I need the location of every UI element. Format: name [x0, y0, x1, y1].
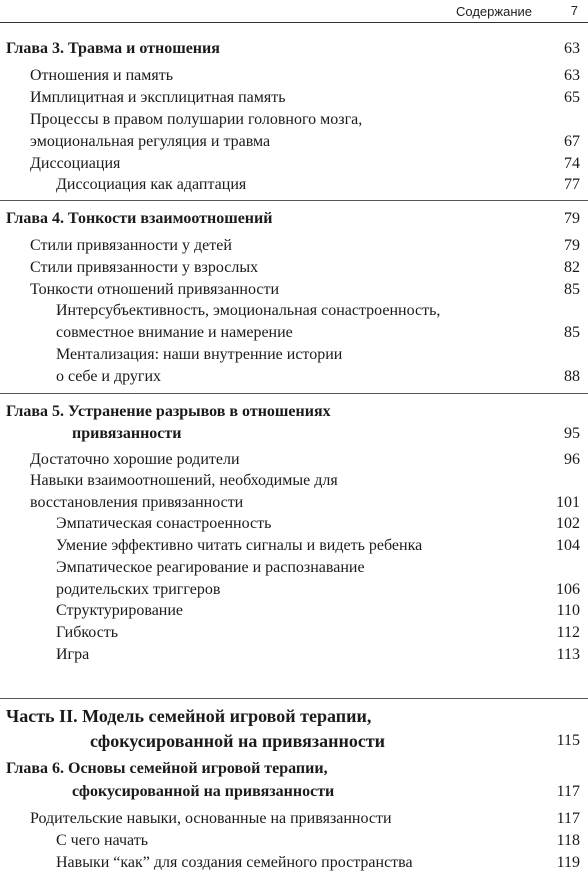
toc-entry-text: Тонкости отношений привязанности — [30, 281, 280, 298]
toc-entry-text: восстановления привязанности — [30, 494, 244, 511]
toc-page-number: 85 — [564, 281, 580, 298]
toc-entry-line — [6, 401, 588, 423]
section-separator — [0, 200, 588, 201]
toc-entry-line — [30, 87, 588, 109]
toc-page-number: 82 — [564, 259, 580, 276]
toc-entry-line — [6, 38, 588, 60]
toc-entry-text: Навыки взаимоотношений, необходимые для — [30, 472, 338, 489]
toc-entry-text: эмоциональная регуляция и травма — [30, 133, 271, 150]
toc-entry-text: Родительские навыки, основанные на привязанности — [30, 810, 392, 827]
toc-entry-text: Часть II. Модель семейной игровой терапии, — [6, 706, 372, 726]
toc-page-number: 79 — [564, 210, 580, 227]
toc-entry-text: Стили привязанности у взрослых — [30, 259, 259, 276]
toc-entry-line — [30, 449, 588, 471]
toc-page-number: 63 — [564, 67, 580, 84]
toc-entry-line — [30, 109, 588, 131]
toc-entry-line — [30, 131, 588, 153]
toc-page-number: 74 — [564, 155, 580, 172]
toc-entry-line — [30, 257, 588, 279]
toc-entry-text: Гибкость — [56, 624, 119, 641]
toc-entry-line — [56, 644, 588, 666]
toc-entry-line — [56, 300, 588, 322]
toc-page-number: 110 — [556, 602, 580, 619]
toc-entry-text: Достаточно хорошие родители — [30, 451, 240, 468]
toc-page-number: 88 — [564, 368, 580, 385]
toc-entry-text: совместное внимание и намерение — [56, 324, 293, 341]
toc-page-number: 106 — [556, 581, 580, 598]
section-separator — [0, 393, 588, 394]
toc-entry-text: Глава 4. Тонкости взаимоотношений — [6, 210, 273, 227]
toc-entry-text: Игра — [56, 646, 90, 663]
toc-entry-text: о себе и других — [56, 368, 162, 385]
toc-entry-line — [30, 492, 588, 514]
toc-page-number: 67 — [564, 133, 580, 150]
toc-entry-text: Глава 3. Травма и отношения — [6, 40, 220, 57]
toc-entry-text: сфокусированной на привязанности — [90, 731, 386, 751]
toc-entry-line — [90, 730, 588, 752]
section-separator — [0, 698, 588, 699]
toc-entry-line — [6, 758, 588, 780]
toc-page-number: 119 — [556, 854, 580, 871]
toc-entry-text: Навыки “как” для создания семейного пространства — [56, 854, 413, 871]
toc-entry-line — [56, 600, 588, 622]
toc-page-number: 85 — [564, 324, 580, 341]
toc-entry-line — [72, 423, 588, 445]
toc-entry-line — [6, 208, 588, 230]
toc-page-number: 96 — [564, 451, 580, 468]
toc-page-number: 117 — [556, 783, 580, 800]
toc-entry-text: Структурирование — [56, 602, 184, 619]
toc-entry-line — [56, 366, 588, 388]
toc-entry-line — [56, 622, 588, 644]
toc-entry-line — [72, 781, 588, 803]
toc-entry-text: Отношения и память — [30, 67, 174, 84]
toc-entry-text: привязанности — [72, 425, 182, 442]
toc-entry-text: Ментализация: наши внутренние истории — [56, 346, 343, 363]
toc-entry-text: Эмпатическое реагирование и распознавание — [56, 559, 365, 576]
toc-entry-text: Умение эффективно читать сигналы и видеть ребенка — [56, 537, 423, 554]
toc-entry-text: Глава 5. Устранение разрывов в отношениях — [6, 403, 331, 420]
toc-entry-line — [30, 153, 588, 175]
toc-entry-line — [56, 174, 588, 196]
toc-entry-line — [30, 65, 588, 87]
toc-entry-line — [30, 279, 588, 301]
toc-page-number: 101 — [556, 494, 580, 511]
toc-page-number: 79 — [564, 237, 580, 254]
toc-page-number: 95 — [564, 425, 580, 442]
toc-entry-line — [56, 579, 588, 601]
toc-entry-text: Диссоциация — [30, 155, 121, 172]
toc-entry-line — [56, 852, 588, 874]
toc-page-number: 117 — [556, 810, 580, 827]
toc-page-number: 102 — [556, 515, 580, 532]
toc-page-number: 104 — [556, 537, 580, 554]
toc-entry-line — [56, 513, 588, 535]
toc-entry-line — [30, 808, 588, 830]
toc-entry-line — [56, 557, 588, 579]
toc-entry-text: Эмпатическая сонастроенность — [56, 515, 272, 532]
toc-page-number: 77 — [564, 176, 580, 193]
toc-entry-text: сфокусированной на привязанности — [72, 783, 335, 800]
toc-page-number: 63 — [564, 40, 580, 57]
toc-entry-line — [30, 235, 588, 257]
toc-entry-text: Процессы в правом полушарии головного мозга, — [30, 111, 363, 128]
toc-page-number: 118 — [556, 832, 580, 849]
toc-entry-text: Имплицитная и эксплицитная память — [30, 89, 286, 106]
toc-page-number: 115 — [556, 732, 580, 749]
toc-entry-line — [56, 322, 588, 344]
toc-entry-text: Интерсубъективность, эмоциональная сонастроенность, — [56, 302, 441, 319]
toc-page-number: 65 — [564, 89, 580, 106]
toc-entry-line — [56, 344, 588, 366]
toc-entry-line — [30, 470, 588, 492]
toc-entry-line — [56, 830, 588, 852]
toc-entry-text: С чего начать — [56, 832, 149, 849]
toc-entry-line — [6, 705, 588, 727]
toc-entry-text: родительских триггеров — [56, 581, 221, 598]
toc-page-number: 112 — [556, 624, 580, 641]
toc-entry-text: Стили привязанности у детей — [30, 237, 232, 254]
running-header-title: Содержание — [456, 4, 532, 19]
toc-entry-text: Глава 6. Основы семейной игровой терапии, — [6, 760, 328, 777]
toc-entry-text: Диссоциация как адаптация — [56, 176, 247, 193]
toc-entry-line — [56, 535, 588, 557]
toc-page-number: 113 — [556, 646, 580, 663]
page-number: 7 — [570, 3, 578, 18]
